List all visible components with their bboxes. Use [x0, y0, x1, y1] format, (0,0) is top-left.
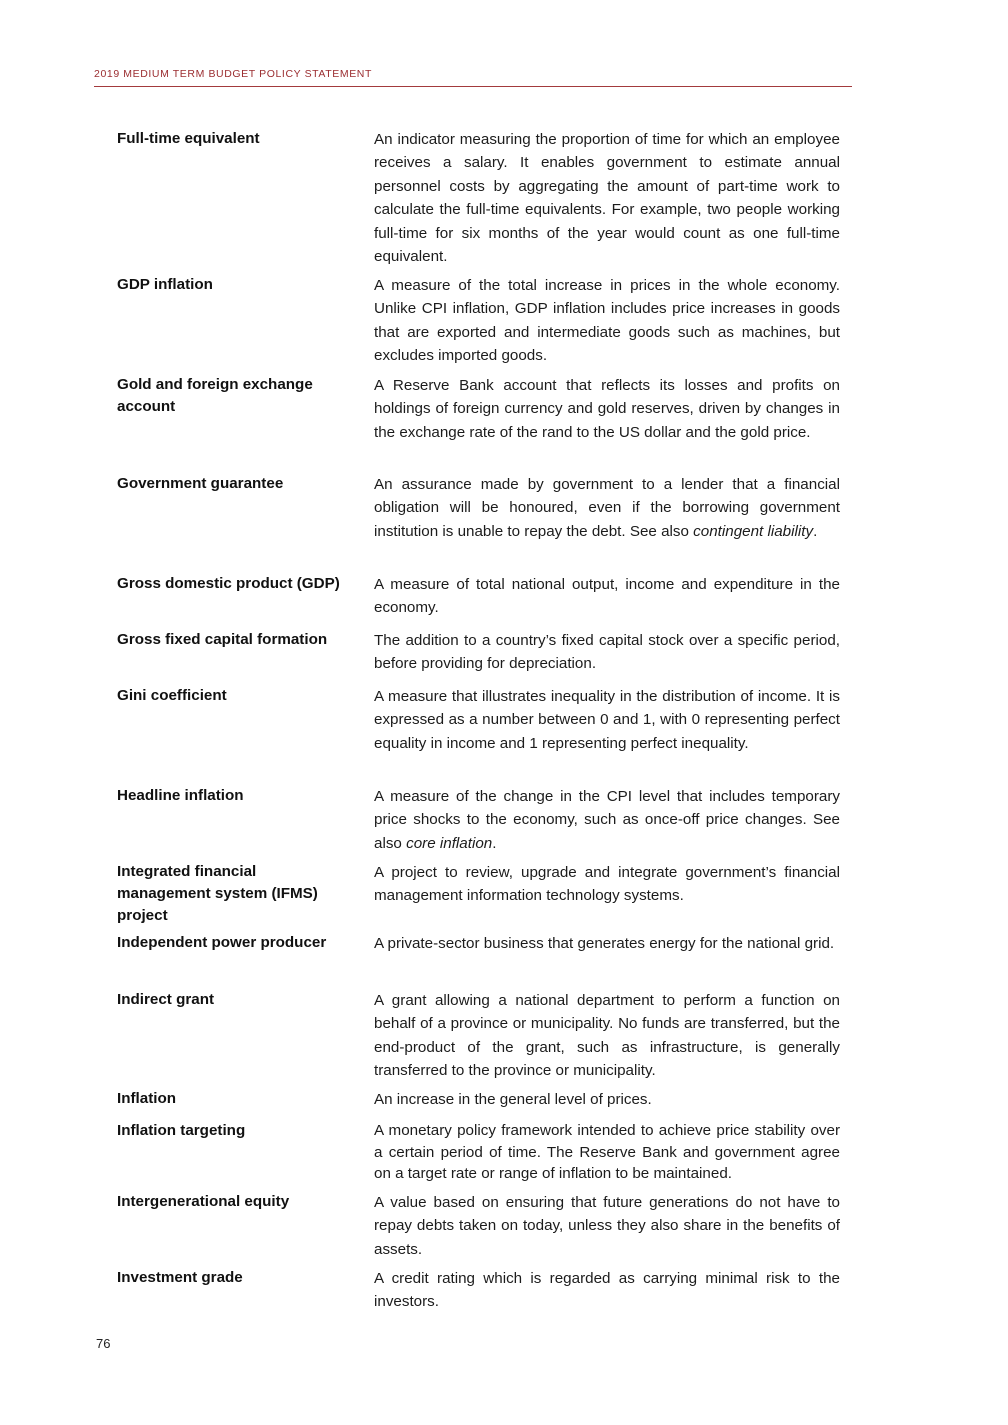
glossary-term: Indirect grant [117, 991, 215, 1008]
glossary-term: Integrated financial management system (IFMS) project [117, 863, 318, 924]
glossary-term: GDP inflation [117, 276, 213, 293]
glossary-term: Full-time equivalent [117, 130, 260, 147]
definition-end: . [813, 522, 818, 540]
glossary-definition: A Reserve Bank account that reflects its losses and profits on holdings of foreign currency and gold reserves, driven by changes in the exchange rate of the rand to the US dollar and the gold price. [374, 377, 840, 441]
glossary-term: Gross fixed capital formation [117, 631, 328, 648]
glossary-term: Government guarantee [117, 475, 284, 492]
glossary-term: Gini coefficient [117, 687, 227, 704]
glossary-definition: A monetary policy framework intended to achieve price stability over a certain period of time. The Reserve Bank and government agree on a target rate or range of inflation to be maintained. [374, 1122, 840, 1183]
glossary-definition: An increase in the general level of prices. [374, 1091, 652, 1108]
glossary-term: Gross domestic product (GDP) [117, 575, 340, 592]
glossary-term: Independent power producer [117, 934, 327, 951]
definition-text: An assurance made by government to a lender that a financial obligation will be honoured, even if the borrowing government institution is unable to repay the debt. See also [374, 476, 840, 540]
glossary-definition: A project to review, upgrade and integrate government’s financial management information technology systems. [374, 864, 840, 905]
glossary-term: Inflation targeting [117, 1122, 246, 1139]
glossary-definition: A value based on ensuring that future generations do not have to repay debts taken on today, unless they also share in the benefits of assets. [374, 1194, 840, 1258]
cross-reference: core inflation [406, 834, 493, 852]
glossary-definition: A measure of total national output, income and expenditure in the economy. [374, 576, 840, 617]
glossary-definition: A measure of the total increase in prices in the whole economy. Unlike CPI inflation, GDP inflation includes price increases in goods that are exported and intermediate goods such as machines, but excludes imported goods. [374, 277, 840, 365]
definition-text: A measure of the change in the CPI level that includes temporary price shocks to the economy, such as once-off price changes. See also [374, 788, 840, 852]
glossary-term: Investment grade [117, 1269, 243, 1286]
glossary-term: Gold and foreign exchange account [117, 376, 313, 415]
glossary-definition: A grant allowing a national department to perform a function on behalf of a province or municipality. No funds are transferred, but the end-product of the grant, such as infrastructure, is generally transferred to the province or municipality. [374, 992, 840, 1080]
glossary-definition [374, 785, 840, 855]
glossary-definition: A credit rating which is regarded as carrying minimal risk to the investors. [374, 1270, 840, 1311]
glossary-definition: A measure that illustrates inequality in the distribution of income. It is expressed as a number between 0 and 1, with 0 representing perfect equality in income and 1 representing perfect inequality. [374, 688, 840, 752]
glossary-term: Headline inflation [117, 787, 244, 804]
cross-reference: contingent liability [693, 522, 814, 540]
header-divider [94, 86, 852, 87]
definition-end: . [492, 834, 497, 852]
running-header: 2019 MEDIUM TERM BUDGET POLICY STATEMENT [94, 68, 372, 80]
glossary-definition: A private-sector business that generates energy for the national grid. [374, 935, 835, 952]
glossary-term: Inflation [117, 1090, 177, 1107]
page-number: 76 [96, 1336, 111, 1351]
glossary-definition: The addition to a country’s fixed capital stock over a specific period, before providing for depreciation. [374, 632, 840, 673]
glossary-term: Intergenerational equity [117, 1193, 290, 1210]
glossary-definition: An indicator measuring the proportion of time for which an employee receives a salary. It enables government to estimate annual personnel costs by aggregating the amount of part-time work to calculate the full-time equivalents. For example, two people working full-time for six months of the year would count as one full-time equivalent. [374, 131, 840, 266]
glossary-definition [374, 473, 840, 543]
